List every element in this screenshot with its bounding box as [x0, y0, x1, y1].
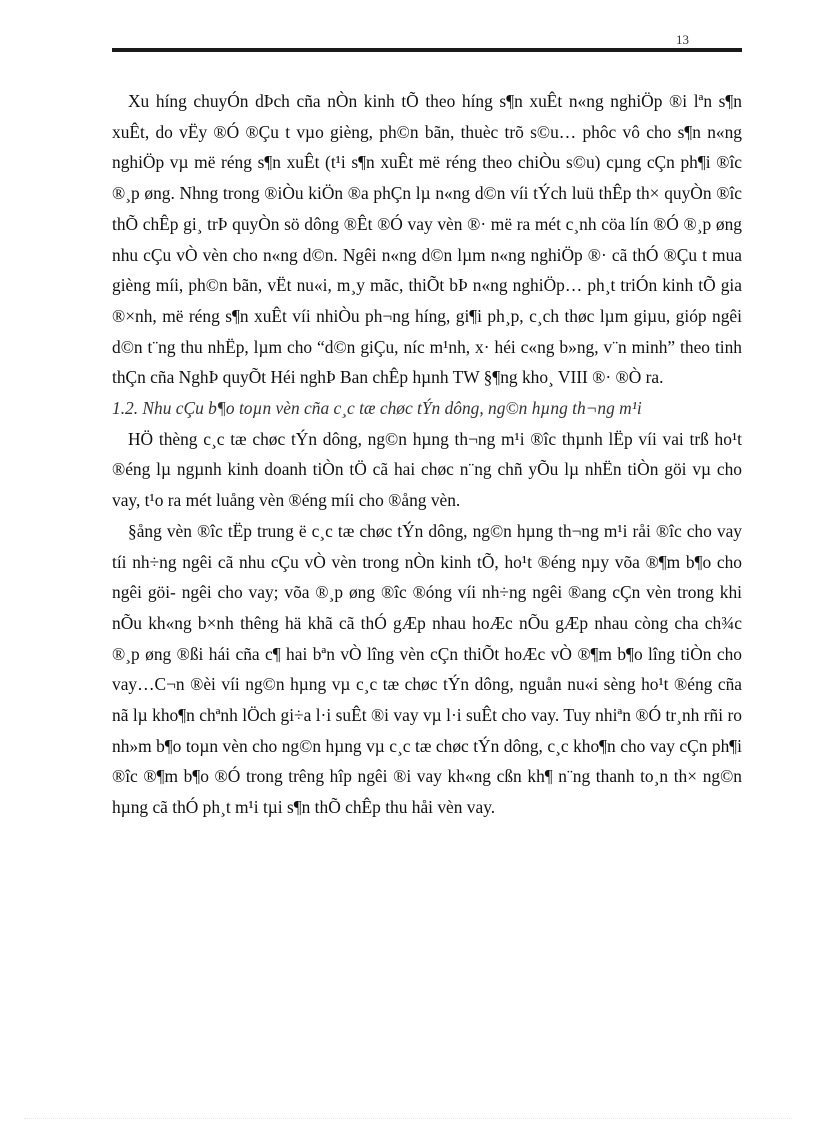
page-number: 13 — [676, 32, 689, 47]
page-content — [112, 86, 742, 823]
paragraph-credit-system: HÖ thèng c¸c tæ chøc tÝn dông, ng©n hµng th¬ng m¹i ®îc thµnh lËp víi vai trß ho¹t ®éng lµ ngµnh kinh doanh tiÒn tÖ cã hai chøc n¨ng chñ yÕu lµ nhËn tiÒn göi vµ cho vay, t¹o ra mét luång vèn ®éng míi cho ®ång vèn. — [112, 428, 742, 511]
header-rule — [112, 48, 742, 52]
paragraph-capital-flow: §ång vèn ®îc tËp trung ë c¸c tæ chøc tÝn dông, ng©n hµng th¬ng m¹i råi ®îc cho vay tíi nh÷ng ngêi cã nhu cÇu vÒ vèn trong nÒn kinh tÕ, ho¹t ®éng nµy võa ®¶m b¶o cho ngêi göi- ngêi cho vay; võa ®¸p øng ®îc ®óng víi nh÷ng ngêi ®ang cÇn vèn trong khi nÕu kh«ng b×nh thêng hä khã cã thÓ gÆp nhau hoÆc nÕu gÆp nhau còng cha ch¾c ®¸p øng ®ßi hái cña c¶ hai bªn vÒ lîng vèn cÇn thiÕt hoÆc vÒ ®¶m b¶o lîng tiÒn cho vay…C¬n ®èi víi ng©n hµng vµ c¸c tæ chøc tÝn dông, nguån nu«i sèng ho¹t ®éng cña nã lµ kho¶n chªnh lÖch gi÷a l·i suÊt ®i vay vµ l·i suÊt cho vay. Tuy nhiªn ®Ó tr¸nh rñi ro nh»m b¶o toµn vèn cho ng©n hµng vµ c¸c tæ chøc tÝn dông, c¸c kho¶n cho vay cÇn ph¶i ®îc ®¶m b¶o ®Ó trong trêng hîp ngêi ®i vay kh«ng cßn kh¶ n¨ng thanh to¸n th× ng©n hµng cã thÓ ph¸t m¹i tµi s¶n thÕ chÊp thu håi vèn vay. — [112, 520, 742, 818]
section-heading: 1.2. Nhu cÇu b¶o toµn vèn cña c¸c tæ chøc tÝn dông, ng©n hµng th¬ng m¹i — [112, 398, 642, 419]
paragraph-economic-shift: Xu híng chuyÓn dÞch cña nÒn kinh tÕ theo híng s¶n xuÊt n«ng nghiÖp ®i lªn s¶n xuÊt, do vËy ®Ó ®Çu t vµo gièng, ph©n bãn, thuèc trõ s©u… phôc vô cho s¶n n«ng nghiÖp vµ më réng s¶n xuÊt (t¹i s¶n xuÊt më réng theo chiÒu s©u) cµng cÇn ph¶i ®îc ®¸p øng. Nhng trong ®iÒu kiÖn ®a phÇn lµ n«ng d©n víi tÝch luü thÊp th× quyÒn ®îc thÕ chÊp gi¸ trÞ quyÒn sö dông ®Êt ®Ó vay vèn ®· më ra mét c¸nh cöa lín ®Ó ®¸p øng nhu cÇu vÒ vèn cho n«ng d©n. Ngêi n«ng d©n lµm n«ng nghiÖp ®· cã thÓ ®Çu t mua gièng míi, ph©n bãn, vËt nu«i, m¸y mãc, thiÕt bÞ n«ng nghiÖp… ph¸t triÓn kinh tÕ gia ®×nh, më réng s¶n xuÊt víi nhiÒu ph¬ng híng, gi¶i ph¸p, c¸ch thøc lµm giµu, gióp ngêi d©n t¨ng thu nhËp, lµm cho “d©n giÇu, níc m¹nh, x· héi c«ng b»ng, v¨n minh” theo tinh thÇn cña NghÞ quyÕt Héi nghÞ Ban chÊp hµnh TW §¶ng kho¸ VIII ®· ®Ò ra. — [112, 91, 742, 388]
bottom-dotted-line — [24, 1118, 792, 1119]
